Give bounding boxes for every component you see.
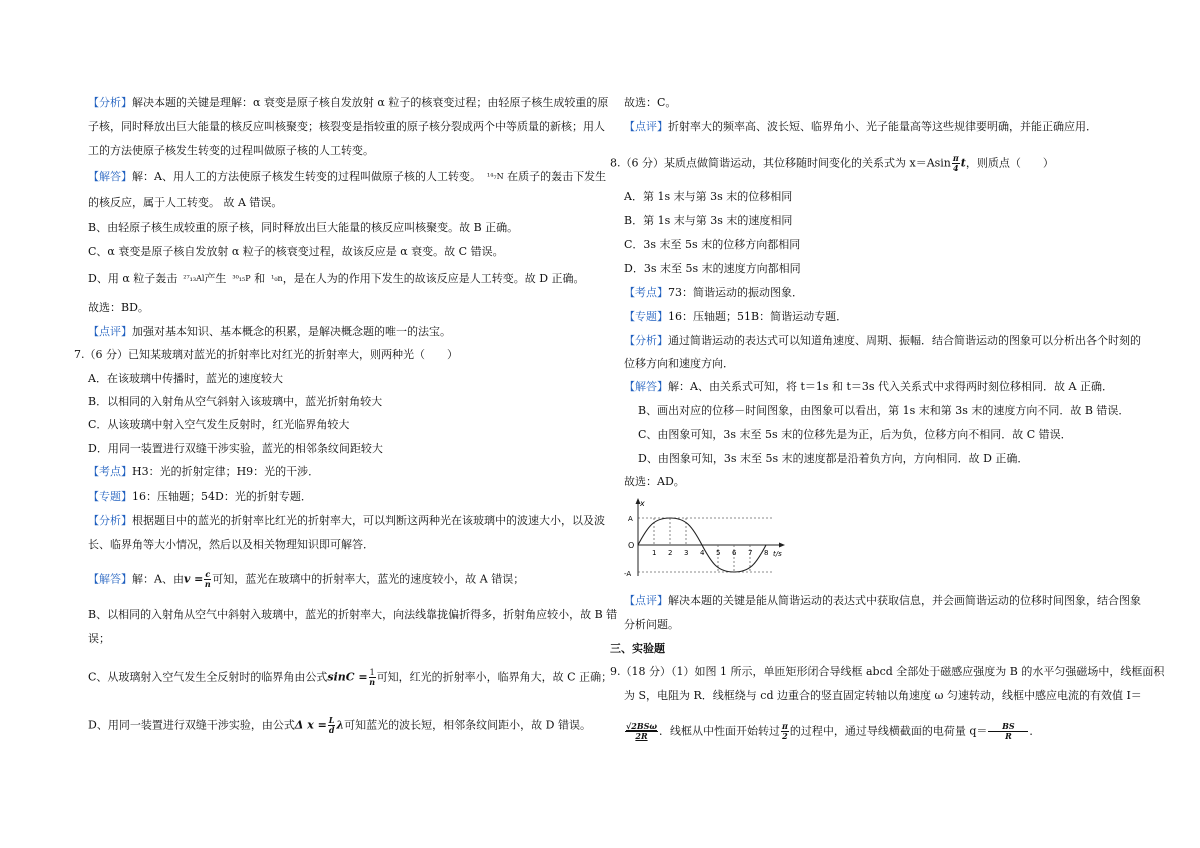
answer-d-text-4: ，是在人为的作用下发生的故该反应是人工转变。故 D 正确。 (282, 272, 585, 285)
tick-6: 6 (732, 549, 737, 557)
answer-d-text-1: D、用 α 粒子轰击 (88, 272, 178, 285)
answer-1-line-2: 的核反应，属于人工转变。 故 A 错误。 (88, 196, 283, 209)
q7-option-d: D．用同一装置进行双缝干涉实验，蓝光的相邻条纹间距较大 (88, 442, 383, 455)
keypoint-text: H3：光的折射定律；H9：光的干涉． (132, 465, 320, 478)
analysis-tag: 【分析】 (624, 334, 668, 347)
q7-choice: 故选：C。 (624, 96, 677, 109)
q8-solution-d: D、由图象可知，3s 末至 5s 末的速度都是沿着负方向，方向相同．故 D 正确． (638, 452, 1029, 465)
comment-tag: 【点评】 (624, 594, 668, 607)
solution-d-text-1: D、用同一装置进行双缝干涉实验，由公式 (88, 718, 295, 732)
answer-1-option-c: C、α 衰变是原子核自发放射 α 粒子的核衰变过程，故该反应是 α 衰变。故 C 错误。 (88, 245, 504, 258)
frac-num: π (781, 721, 788, 731)
comment-text: 解决本题的关键是能从简谐运动的表达式中获取信息，并会画简谐运动的位移时间图象，结合图象 (668, 594, 1141, 607)
answer-1-line-1 (88, 170, 606, 184)
q7-option-c: C．从该玻璃中射入空气发生反射时，红光临界角较大 (88, 418, 350, 431)
q8-option-d: D．3s 末至 5s 末的速度方向都相同 (624, 262, 801, 275)
frac-den: R (1005, 731, 1012, 741)
tick-4: 4 (700, 549, 705, 557)
formula-l-over-d (328, 716, 336, 735)
solution-c-text-1: C、从玻璃射入空气发生全反射时的临界角由公式 (88, 670, 328, 684)
q8-solution-a (624, 380, 1113, 394)
formula-charge (988, 722, 1028, 741)
frac-num: c (205, 569, 211, 579)
q7-solution-d (88, 716, 591, 735)
solution-a-text-2: 可知，蓝光在玻璃中的折射率大，蓝光的速度较小，故 A 错误； (212, 572, 525, 586)
answer-d-text-3: 和 (254, 272, 266, 285)
q7-analysis-line-1 (88, 514, 605, 528)
answer-text-cont: 在质子的轰击下发生 (507, 170, 607, 183)
formula-pi-over-4 (952, 154, 960, 173)
analysis-1-line-1 (88, 96, 608, 110)
analysis-tag: 【分析】 (88, 96, 132, 109)
keypoint-text: 73：简谐运动的振动图象． (668, 286, 803, 299)
q8-choice: 故选：AD。 (624, 475, 685, 488)
solution-d-text-2: 可知蓝光的波长短，相邻条纹间距小，故 D 错误。 (344, 718, 591, 732)
label-neg-a: -A (624, 570, 632, 578)
q8-analysis-line-1 (624, 334, 1141, 348)
nuclide-al: ²⁷₁₃Al (183, 274, 205, 283)
keypoint-tag: 【考点】 (88, 465, 132, 478)
section-heading-experiment: 三、实验题 (610, 642, 665, 655)
q7-keypoint (88, 465, 319, 479)
q8-comment-line-2: 分析问题。 (624, 618, 679, 631)
answer-tag: 【解答】 (88, 170, 132, 183)
tick-3: 3 (684, 549, 689, 557)
q7-solution-c (88, 668, 612, 687)
analysis-text: 根据题目中的蓝光的折射率比红光的折射率大，可以判断这两种光在该玻璃中的波速大小，以及波 (132, 514, 605, 527)
y-axis-label: x (640, 499, 645, 508)
q7-solution-b-line-2: 误； (88, 632, 110, 645)
x-axis-arrow (779, 543, 785, 548)
answer-1-option-d (88, 272, 585, 286)
comment-text: 折射率大的频率高、波长短、临界角小、光子能量高等这些规律要明确，并能正确应用． (668, 120, 1097, 133)
question-9-line-3 (624, 722, 1040, 741)
formula-lambda: λ (336, 718, 345, 732)
topic-tag: 【专题】 (624, 310, 668, 323)
frac-num: L (328, 715, 335, 725)
formula-c-over-n (204, 570, 211, 589)
answer-text: 解：A、用人工的方法使原子核发生转变的过程叫做原子核的人工转变。 (132, 170, 481, 183)
q8-text-1: 8.（6 分）某质点做简谐运动，其位移随时间变化的关系式为 x＝Asin (610, 156, 951, 170)
formula-delta-x: Δ x = (294, 718, 327, 732)
frac-num: √2BSω (626, 721, 657, 731)
comment-text: 加强对基本知识、基本概念的积累，是解决概念题的唯一的法宝。 (132, 325, 451, 338)
topic-tag: 【专题】 (88, 490, 132, 503)
q7-analysis-line-2: 长、临界角等大小情况，然后以及相关物理知识即可解答． (88, 538, 374, 551)
solution-c-text-2: 可知，红光的折射率小，临界角大，故 C 正确； (376, 670, 613, 684)
comment-1 (88, 325, 451, 339)
q8-analysis-line-2: 位移方向和速度方向． (624, 357, 734, 370)
formula-v: v = (183, 572, 204, 586)
q7-solution-a (88, 570, 524, 589)
analysis-text: 通过简谐运动的表达式可以知道角速度、周期、振幅．结合简谐运动的图象可以分析出各个时刻的 (668, 334, 1141, 347)
nuclide-n-neutron: ¹₀n (271, 274, 283, 283)
answer-1-choice: 故选：BD。 (88, 301, 149, 314)
comment-tag: 【点评】 (88, 325, 132, 338)
q8-solution-c: C、由图象可知，3s 末至 5s 末的位移先是为正，后为负，位移方向不相同．故 C 错误． (638, 428, 1072, 441)
answer-tag: 【解答】 (88, 572, 132, 586)
x-axis-label: t/s (773, 550, 782, 558)
q8-text-2: ，则质点（ ） (965, 156, 1054, 170)
formula-current-effective (625, 722, 658, 741)
answer-tag: 【解答】 (624, 380, 668, 393)
topic-text: 16：压轴题；51B：简谐运动专题． (668, 310, 848, 323)
formula-1-over-n (369, 668, 376, 687)
q9-text-3: ． (1029, 724, 1041, 738)
frac-num: π (952, 153, 959, 163)
tick-5: 5 (716, 549, 721, 557)
q7-option-b: B．以相同的入射角从空气斜射入该玻璃中，蓝光折射角较大 (88, 395, 383, 408)
answer-1-option-b: B、由轻原子核生成较重的原子核，同时释放出巨大能量的核反应叫核聚变。故 B 正确。 (88, 221, 519, 234)
q8-comment-line-1 (624, 594, 1141, 608)
question-7: 7.（6 分）已知某玻璃对蓝光的折射率比对红光的折射率大，则两种光（ ） (74, 348, 458, 361)
frac-den: 4 (953, 163, 959, 173)
formula-t: t (960, 156, 966, 170)
question-8 (610, 154, 1054, 173)
tick-7: 7 (748, 549, 753, 557)
q8-topic (624, 310, 847, 324)
q9-text-2: 的过程中，通过导线横截面的电荷量 q＝ (789, 724, 988, 738)
q7-solution-b-line-1: B、以相同的入射角从空气中斜射入玻璃中，蓝光的折射率大，向法线靠拢偏折得多，折射角应较小，故 B 错 (88, 608, 618, 621)
frac-den: n (369, 677, 376, 687)
frac-den: n (204, 579, 211, 589)
frac-den: 2 (782, 731, 788, 741)
label-origin: O (628, 541, 635, 550)
analysis-text: 解决本题的关键是理解：α 衰变是原子核自发放射 α 粒子的核衰变过程；由轻原子核生成较重的原 (132, 96, 609, 109)
nuclide-p: ³⁰₁₅P (232, 274, 251, 283)
tick-labels (652, 549, 768, 557)
frac-num: 1 (369, 668, 375, 677)
solution-a-text-1: 解：A、由 (132, 572, 184, 586)
frac-num: BS (988, 722, 1028, 732)
shm-displacement-graph (624, 496, 794, 582)
topic-text: 16：压轴题；54D：光的折射专题． (132, 490, 312, 503)
q8-option-a: A．第 1s 末与第 3s 末的位移相同 (624, 190, 793, 203)
analysis-1-line-2: 子核，同时释放出巨大能量的核反应叫核聚变；核裂变是指较重的原子核分裂成两个中等质量的新核；用人 (88, 120, 605, 133)
solution-a-text: 解：A、由关系式可知，将 t＝1s 和 t＝3s 代入关系式中求得两时刻位移相同．故 A 正确． (668, 380, 1113, 393)
q7-option-a: A．在该玻璃中传播时，蓝光的速度较大 (88, 372, 283, 385)
nuclide-n: ¹⁴₇N (486, 172, 504, 181)
q9-text-1: ．线框从中性面开始转过 (658, 724, 780, 738)
q8-solution-b: B、画出对应的位移－时间图象，由图象可以看出，第 1s 末和第 3s 末的速度方向不同．故 B 错误． (638, 404, 1130, 417)
tick-1: 1 (652, 549, 657, 557)
q8-option-c: C．3s 末至 5s 末的位移方向都相同 (624, 238, 801, 251)
tick-2: 2 (668, 549, 673, 557)
frac-den: d (328, 725, 335, 735)
frac-den: 2R (635, 731, 648, 741)
label-a: A (628, 515, 633, 523)
q7-comment (624, 120, 1097, 134)
q8-keypoint (624, 286, 803, 300)
formula-sinc: sinC = (327, 670, 368, 684)
keypoint-tag: 【考点】 (624, 286, 668, 299)
tick-8: 8 (764, 549, 769, 557)
answer-d-text-2: 产生 (204, 272, 227, 285)
formula-pi-over-2 (781, 722, 789, 741)
comment-tag: 【点评】 (624, 120, 668, 133)
question-9-line-1: 9.（18 分）（1）如图 1 所示，单匝矩形闭合导线框 abcd 全部处于磁感应强度为 B 的水平匀强磁场中，线框面积 (610, 665, 1165, 678)
q8-option-b: B．第 1s 末与第 3s 末的速度相同 (624, 214, 793, 227)
q7-topic (88, 490, 312, 504)
analysis-tag: 【分析】 (88, 514, 132, 527)
question-9-line-2: 为 S，电阻为 R．线框绕与 cd 边重合的竖直固定转轴以角速度 ω 匀速转动，线框中感应电流的有效值 I＝ (624, 689, 1142, 702)
analysis-1-line-3: 工的方法使原子核发生转变的过程叫做原子核的人工转变。 (88, 144, 374, 157)
